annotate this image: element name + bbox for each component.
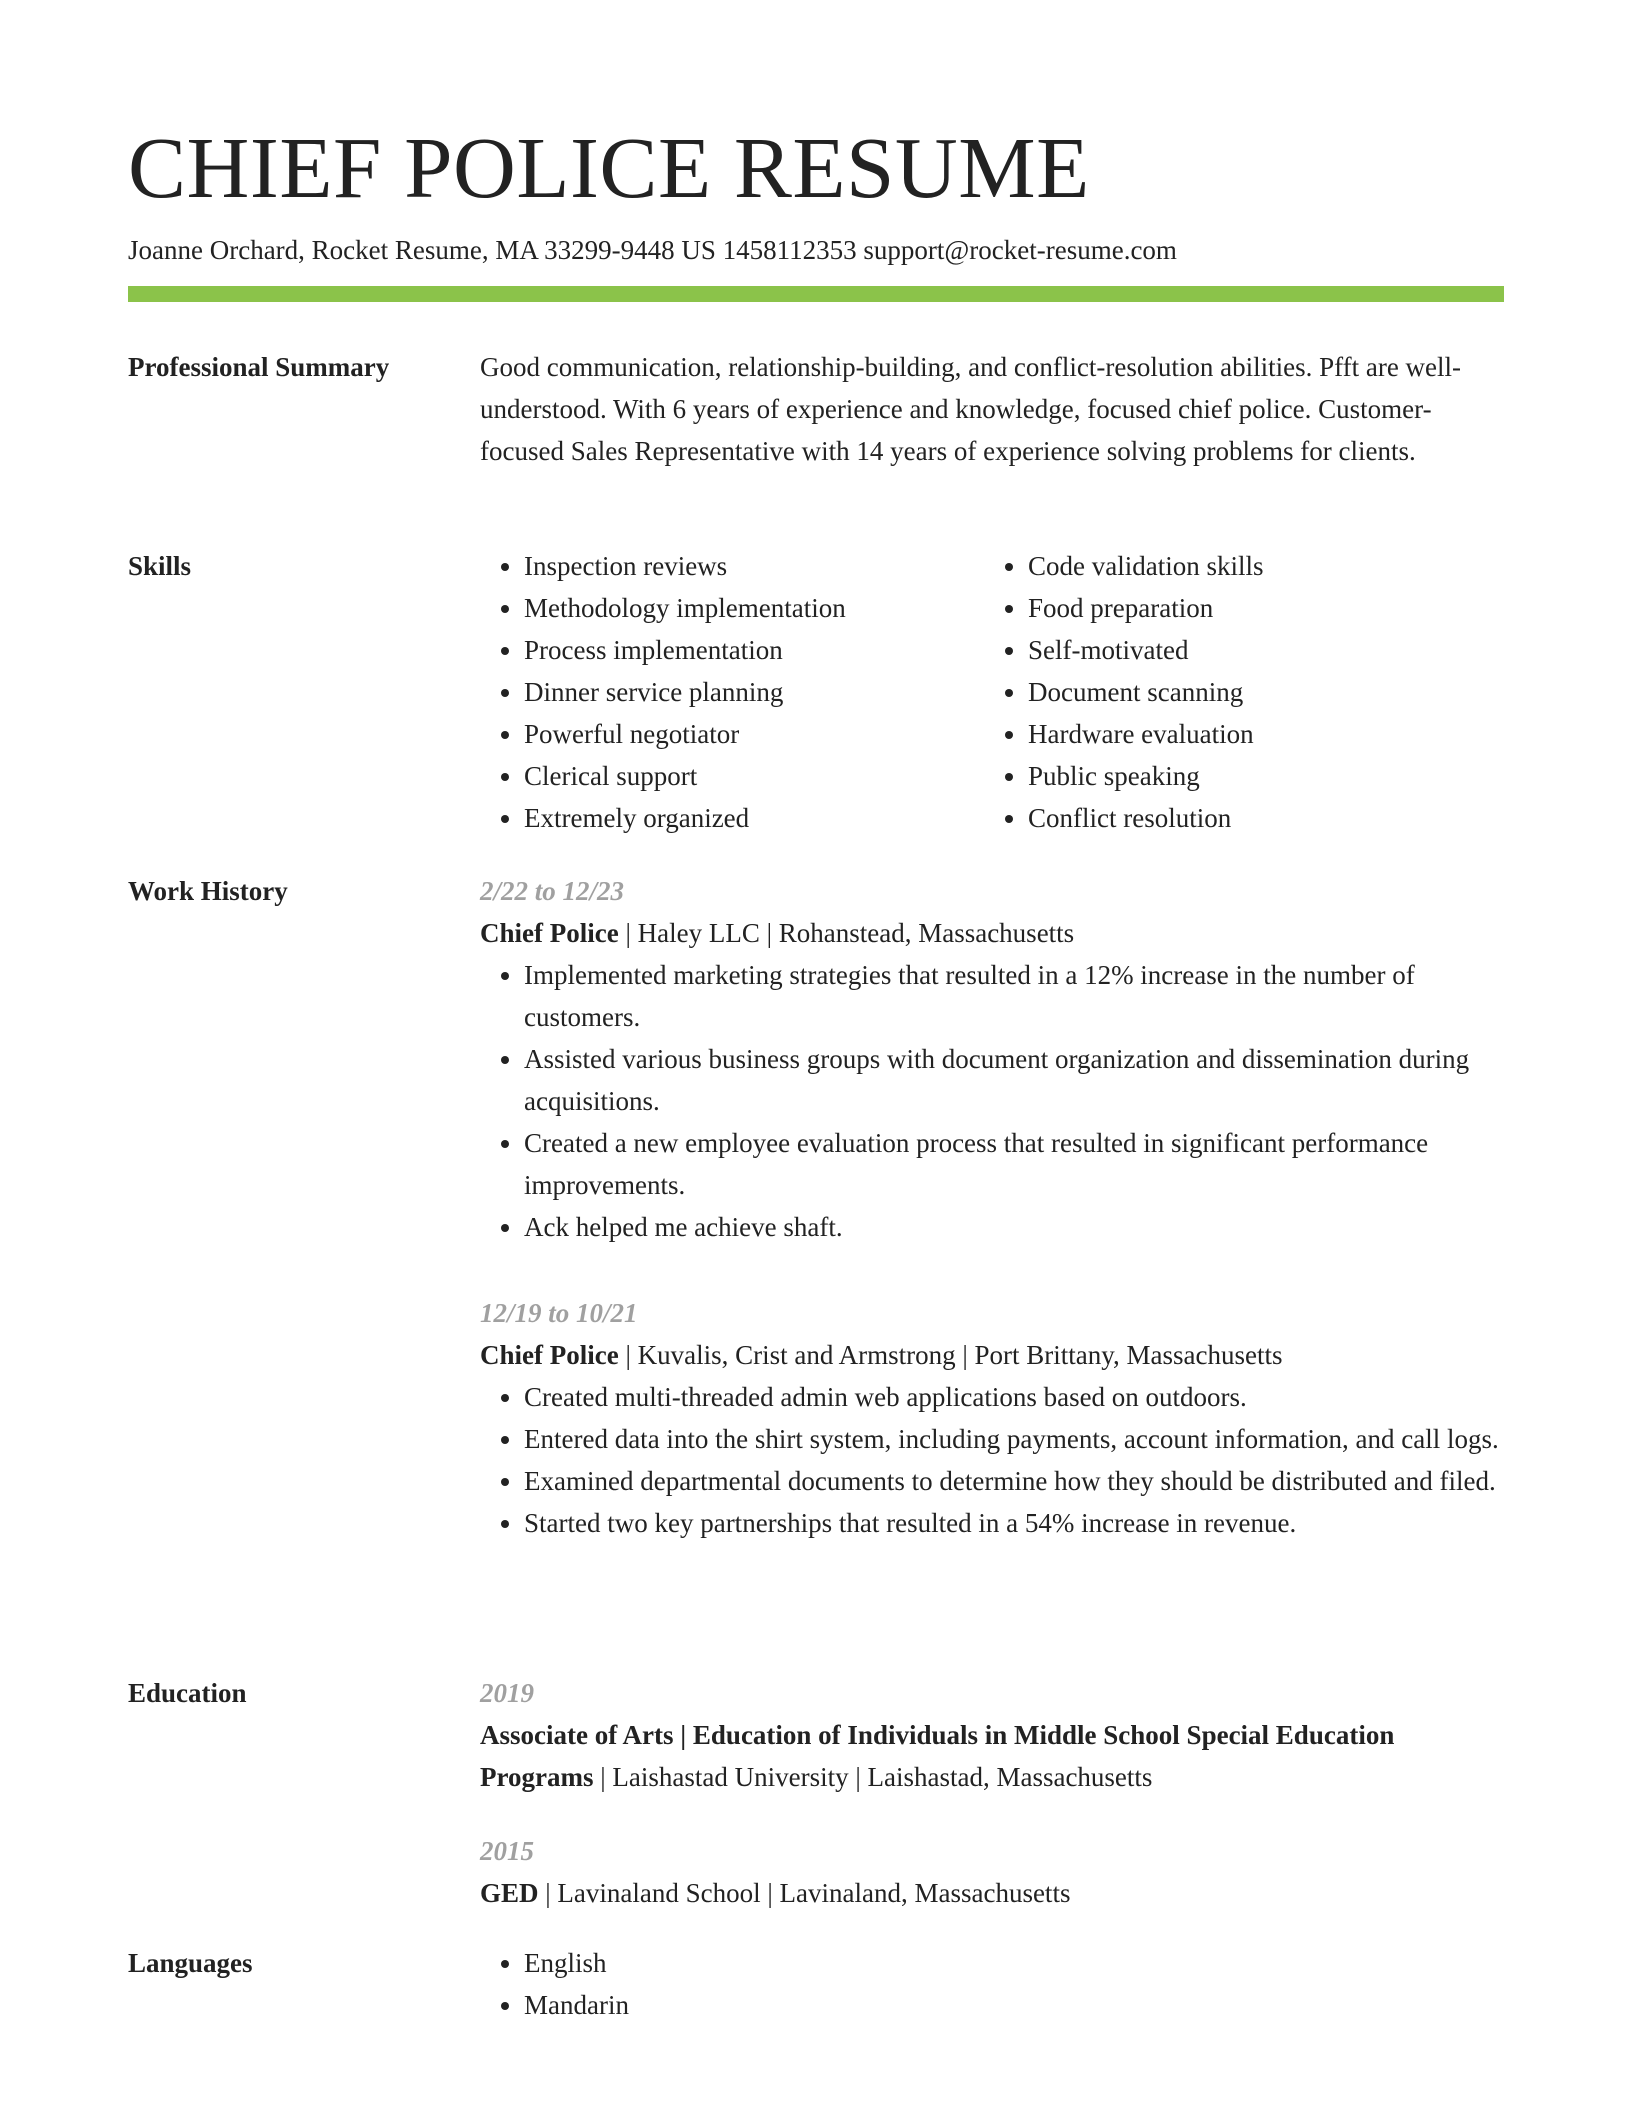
skill-item: • Food preparation xyxy=(1028,587,1488,629)
job-bullet: • Ack helped me achieve shaft. xyxy=(524,1206,1504,1248)
summary-text: Good communication, relationship-building, and conflict-resolution abilities. Pfft are well-understood. With 6 years of experience and knowledge, focused chief police. Customer-focused Sales Representative with 14 years of experience solving problems for clients. xyxy=(480,352,1462,466)
skill-item: • Dinner service planning xyxy=(524,671,984,713)
education-entry xyxy=(480,1830,1504,1914)
work-history-heading: Work History xyxy=(128,876,288,906)
job-bullet: • Entered data into the shirt system, including payments, account information, and call logs. xyxy=(524,1418,1504,1460)
job-bullets xyxy=(480,954,1504,1248)
resume-title: CHIEF POLICE RESUME xyxy=(128,119,1090,216)
skill-item: • Conflict resolution xyxy=(1028,797,1488,839)
skill-item: • Self-motivated xyxy=(1028,629,1488,671)
skills-heading: Skills xyxy=(128,551,192,581)
job-bullet: • Created a new employee evaluation process that resulted in significant performance improvements. xyxy=(524,1122,1504,1206)
skills-list-right xyxy=(984,545,1488,839)
job-heading xyxy=(480,912,1504,954)
education-degree: Associate of Arts | Education of Individuals in Middle School Special Education Programs xyxy=(480,1720,1395,1792)
language-item: • Mandarin xyxy=(524,1984,1504,2026)
job-dates: 2/22 to 12/23 xyxy=(480,876,625,906)
languages-list xyxy=(480,1942,1504,2026)
education-heading-line xyxy=(480,1872,1504,1914)
accent-divider xyxy=(128,286,1504,302)
education-heading: Education xyxy=(128,1678,247,1708)
education-degree: GED xyxy=(480,1878,539,1908)
education-details: | Lavinaland School | Lavinaland, Massachusetts xyxy=(538,1878,1071,1908)
job-bullet: • Implemented marketing strategies that resulted in a 12% increase in the number of customers. xyxy=(524,954,1504,1038)
job-entry xyxy=(480,870,1504,1248)
job-bullet: • Created multi-threaded admin web applications based on outdoors. xyxy=(524,1376,1504,1418)
job-dates: 12/19 to 10/21 xyxy=(480,1298,638,1328)
job-title: Chief Police xyxy=(480,1340,619,1370)
skill-item: • Hardware evaluation xyxy=(1028,713,1488,755)
education-details: | Laishastad University | Laishastad, Massachusetts xyxy=(593,1762,1153,1792)
job-bullets xyxy=(480,1376,1504,1544)
skill-item: • Clerical support xyxy=(524,755,984,797)
job-heading xyxy=(480,1334,1504,1376)
education-entry xyxy=(480,1672,1504,1798)
job-details: | Haley LLC | Rohanstead, Massachusetts xyxy=(618,918,1075,948)
education-heading-line xyxy=(480,1714,1504,1798)
skill-item: • Code validation skills xyxy=(1028,545,1488,587)
skill-item: • Process implementation xyxy=(524,629,984,671)
skill-item: • Powerful negotiator xyxy=(524,713,984,755)
skill-item: • Public speaking xyxy=(1028,755,1488,797)
languages-heading: Languages xyxy=(128,1948,253,1978)
job-details: | Kuvalis, Crist and Armstrong | Port Brittany, Massachusetts xyxy=(618,1340,1283,1370)
skill-item: • Inspection reviews xyxy=(524,545,984,587)
job-bullet: • Started two key partnerships that resulted in a 54% increase in revenue. xyxy=(524,1502,1504,1544)
job-title: Chief Police xyxy=(480,918,619,948)
job-entry xyxy=(480,1292,1504,1544)
summary-heading: Professional Summary xyxy=(128,352,390,382)
skill-item: • Extremely organized xyxy=(524,797,984,839)
contact-line: Joanne Orchard, Rocket Resume, MA 33299-9448 US 1458112353 support@rocket-resume.com xyxy=(128,235,1177,265)
job-bullet: • Examined departmental documents to determine how they should be distributed and filed. xyxy=(524,1460,1504,1502)
language-item: • English xyxy=(524,1942,1504,1984)
skill-item: • Document scanning xyxy=(1028,671,1488,713)
education-year: 2019 xyxy=(480,1678,534,1708)
job-bullet: • Assisted various business groups with document organization and dissemination during acquisitions. xyxy=(524,1038,1504,1122)
education-year: 2015 xyxy=(480,1836,534,1866)
skills-list-left xyxy=(480,545,984,839)
skill-item: • Methodology implementation xyxy=(524,587,984,629)
